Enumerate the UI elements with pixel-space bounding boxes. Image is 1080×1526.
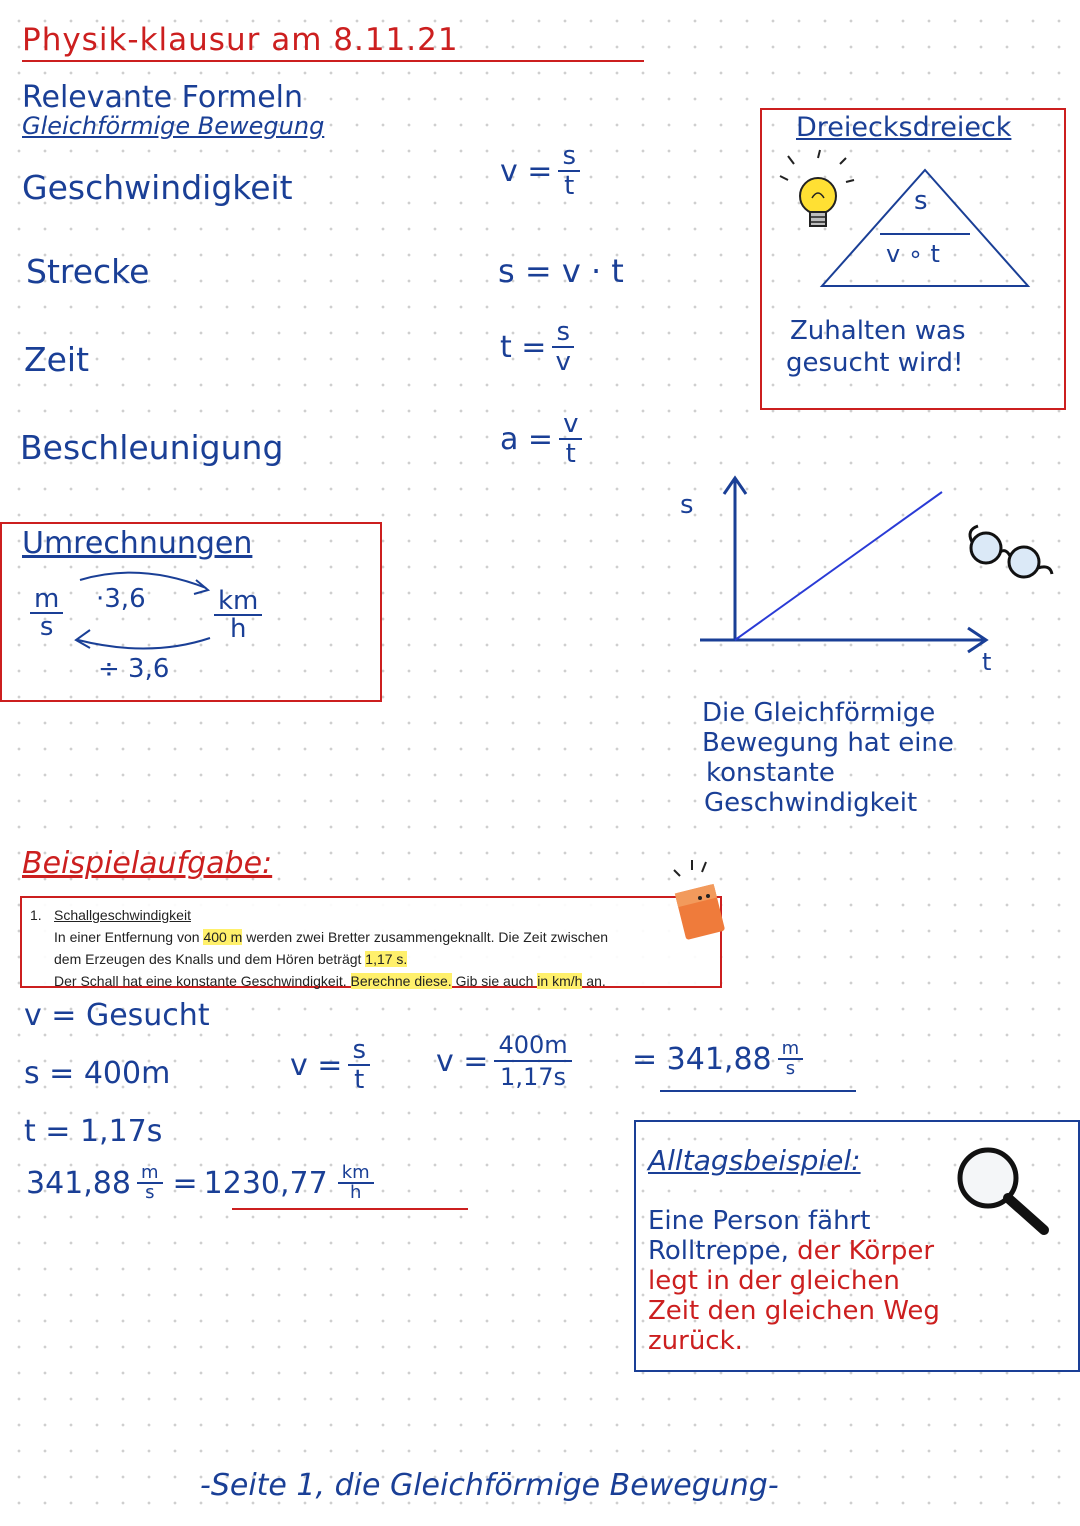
everyday-line2-red: der Körper (788, 1236, 935, 1266)
s-t-graph (690, 470, 1010, 680)
formula-time-num: s (552, 318, 574, 348)
formula-acceleration (500, 410, 582, 468)
everyday-line1: Eine Person fährt (648, 1206, 871, 1236)
conversion-result-underline (232, 1208, 468, 1210)
everyday-line2 (648, 1236, 934, 1266)
task-title: Schallgeschwindigkeit (54, 907, 191, 923)
task-number: 1. (30, 907, 42, 923)
triangle-note-1: Zuhalten was (790, 316, 966, 346)
task-text (30, 904, 608, 992)
task-line2-highlight: 1,17 s. (365, 951, 408, 967)
everyday-line3: legt in der gleichen (648, 1266, 900, 1296)
solution-result (632, 1040, 803, 1078)
conversion-result-eq: = (172, 1165, 198, 1201)
everyday-line2-blue: Rolltreppe, (648, 1236, 789, 1266)
conversion-result-unit-den: s (145, 1182, 155, 1203)
formula-distance: s = v · t (498, 252, 624, 290)
formula-time-lhs: t = (500, 329, 547, 365)
example-heading: Beispielaufgabe: (22, 846, 273, 881)
topic-heading: Gleichförmige Bewegung (22, 112, 325, 140)
conversion-result (26, 1164, 374, 1202)
formula-time (500, 318, 574, 376)
given-t: t = 1,17s (24, 1114, 163, 1149)
conversion-divide: ÷ 3,6 (98, 654, 170, 684)
result-underline (660, 1090, 856, 1092)
given-s: s = 400m (24, 1056, 171, 1091)
everyday-title: Alltagsbeispiel: (648, 1144, 861, 1177)
task-box (20, 896, 722, 988)
conversion-to-unit (214, 588, 262, 642)
conversion-from-unit (30, 586, 63, 640)
conversion-result-unit-num: m (137, 1164, 163, 1184)
formula-speed (500, 142, 580, 200)
conversion-result-a: 341,88 (26, 1165, 131, 1201)
graph-y-label: s (680, 490, 694, 520)
conversion-to-den: h (229, 614, 247, 644)
solution-result-unit-num: m (778, 1040, 804, 1060)
task-line3-highlight: Berechne diese. (350, 973, 452, 989)
task-line3-highlight-2: in km/h (537, 973, 583, 989)
solution-calculation (436, 1030, 572, 1092)
graph-x-label: t (982, 648, 992, 676)
formulas-heading: Relevante Formeln (22, 80, 304, 115)
task-line1-highlight: 400 m (203, 929, 243, 945)
given-v: v = Gesucht (24, 998, 210, 1033)
conversion-title: Umrechnungen (22, 526, 253, 561)
formula-speed-num: s (558, 142, 580, 172)
magnifier-icon (954, 1144, 1054, 1238)
solution-calc-num: 400m (494, 1030, 571, 1062)
task-line3-b: Gib sie auch (451, 973, 538, 989)
conversion-result-unit2-den: h (350, 1182, 362, 1203)
everyday-line4: Zeit den gleichen Weg (648, 1296, 940, 1326)
solution-formula-lhs: v = (290, 1047, 343, 1083)
formula-time-den: v (555, 347, 571, 377)
conversion-from-den: s (39, 612, 54, 642)
triangle-top: s (914, 186, 928, 216)
formula-label-time: Zeit (24, 340, 90, 379)
sticky-note-icon (666, 858, 730, 944)
solution-formula-num: s (348, 1036, 370, 1066)
task-line1-a: In einer Entfernung von (54, 929, 204, 945)
solution-calc-lhs: v = (436, 1043, 489, 1079)
formula-label-acceleration: Beschleunigung (20, 428, 284, 467)
task-line3-c: an. (582, 973, 606, 989)
conversion-result-b: 1230,77 (203, 1165, 328, 1201)
formula-acceleration-lhs: a = (500, 421, 554, 457)
formula-speed-lhs: v = (500, 153, 553, 189)
solution-formula-den: t (354, 1065, 365, 1095)
triangle-bottom: v ∘ t (886, 240, 940, 268)
conversion-from-num: m (30, 586, 63, 614)
formula-speed-den: t (564, 171, 575, 201)
graph-caption-2: Bewegung hat eine (702, 728, 954, 758)
formula-label-speed: Geschwindigkeit (22, 168, 293, 207)
page-footer: -Seite 1, die Gleichförmige Bewegung- (200, 1468, 779, 1503)
formula-acceleration-num: v (559, 410, 582, 440)
conversion-to-num: km (214, 588, 262, 616)
solution-formula (290, 1036, 370, 1094)
graph-caption-1: Die Gleichförmige (702, 698, 936, 728)
triangle-note-2: gesucht wird! (786, 348, 964, 378)
everyday-line5: zurück. (648, 1326, 743, 1356)
conversion-result-unit2-num: km (338, 1164, 374, 1184)
formula-acceleration-den: t (565, 439, 576, 469)
conversion-arrows (60, 566, 220, 666)
page-title: Physik-klausur am 8.11.21 (22, 22, 459, 58)
triangle-box-title: Dreiecksdreieck (796, 112, 1012, 143)
formula-label-distance: Strecke (26, 252, 150, 291)
solution-calc-den: 1,17s (500, 1063, 566, 1091)
graph-caption-4: Geschwindigkeit (704, 788, 918, 818)
task-line3-a: Der Schall hat eine konstante Geschwindigkeit. (54, 973, 351, 989)
graph-caption-3: konstante (706, 758, 835, 788)
task-line2-a: dem Erzeugen des Knalls und dem Hören beträgt (54, 951, 366, 967)
title-underline (22, 60, 644, 62)
conversion-multiply: ·3,6 (96, 584, 146, 614)
glasses-icon (964, 524, 1056, 584)
solution-result-value: = 341,88 (632, 1041, 772, 1077)
task-line1-b: werden zwei Bretter zusammengeknallt. Die Zeit zwischen (242, 929, 609, 945)
solution-result-unit-den: s (785, 1058, 796, 1079)
